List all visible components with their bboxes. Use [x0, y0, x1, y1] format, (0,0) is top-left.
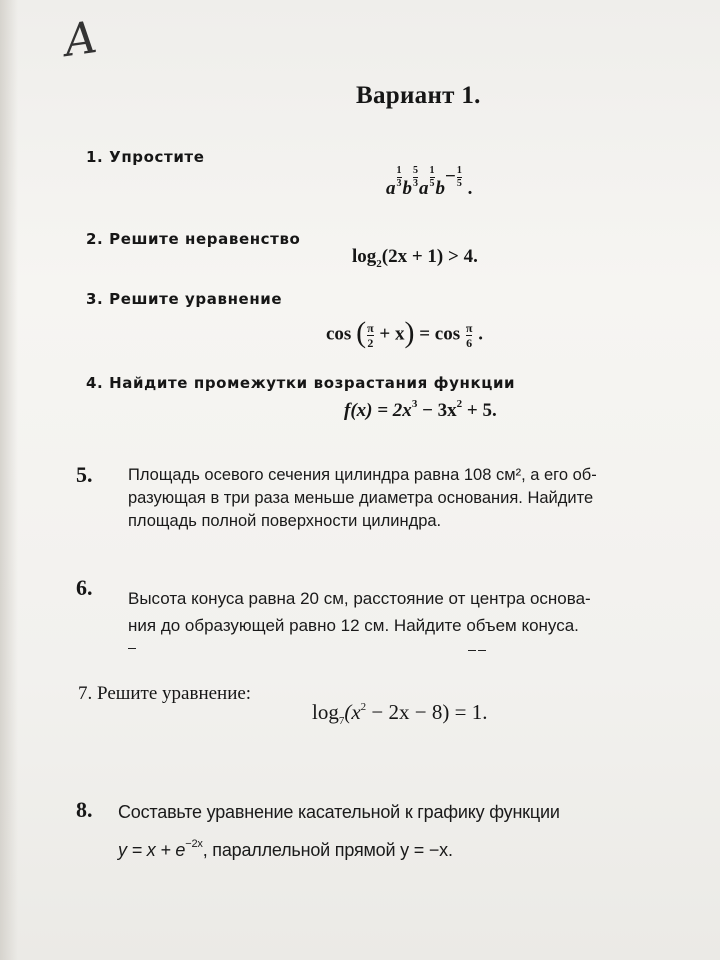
task-5-line: площадь полной поверхности цилиндра.: [128, 512, 442, 530]
task-1-formula: a $\frac{1}{3}$ b $\frac{5}{3}$ a $\frac{1}{5}$ b− $\frac{1}{5}$ .: [386, 165, 473, 199]
task-1-label: 1. Упростите: [86, 148, 205, 166]
task-8-line: Составьте уравнение касательной к графику функции: [118, 802, 560, 822]
page-edge-shadow: [0, 0, 18, 960]
task-4-label: 4. Найдите промежутки возрастания функции: [86, 374, 516, 392]
handwritten-letter: А: [60, 11, 101, 68]
task-6-line: ния до образующей равно 12 см. Найдите объем конуса.: [128, 616, 579, 635]
task-3-label: 3. Решите уравнение: [86, 290, 283, 308]
task-5-text: [128, 464, 597, 533]
task-7-label: 7. Решите уравнение:: [78, 683, 252, 704]
task-5-line: разующая в три раза меньше диаметра основания. Найдите: [128, 489, 594, 507]
task-5-number: 5.: [76, 462, 93, 487]
task-2-formula: $\log_2(2x + 1) > 4$.: [352, 246, 478, 270]
task-6-text: [128, 585, 591, 639]
task-8-text: [118, 798, 560, 867]
pen-mark: [468, 650, 476, 651]
task-7-formula: $\log_7(x^2 - 2x - 8) = 1$.: [312, 700, 488, 727]
task-3-formula: cos ( $\frac{\pi}{2}$ + x) = cos $\frac{\pi}{6}$ .: [326, 316, 483, 350]
pen-mark: [128, 648, 136, 649]
task-4-formula: $f(x) = 2x^3 - 3x^2 + 5$.: [344, 398, 497, 421]
task-8-line: $y = x + e^{-2x}$, параллельной прямой y = −x.: [118, 838, 453, 860]
task-6-line: Высота конуса равна 20 см, расстояние от центра основа-: [128, 589, 591, 608]
task-5-line: Площадь осевого сечения цилиндра равна 108 см², а его об-: [128, 466, 597, 484]
pen-mark: [478, 650, 486, 651]
task-6-number: 6.: [76, 575, 93, 600]
task-8-number: 8.: [76, 797, 93, 822]
variant-title: Вариант 1.: [356, 82, 481, 109]
task-2-label: 2. Решите неравенство: [86, 230, 301, 248]
